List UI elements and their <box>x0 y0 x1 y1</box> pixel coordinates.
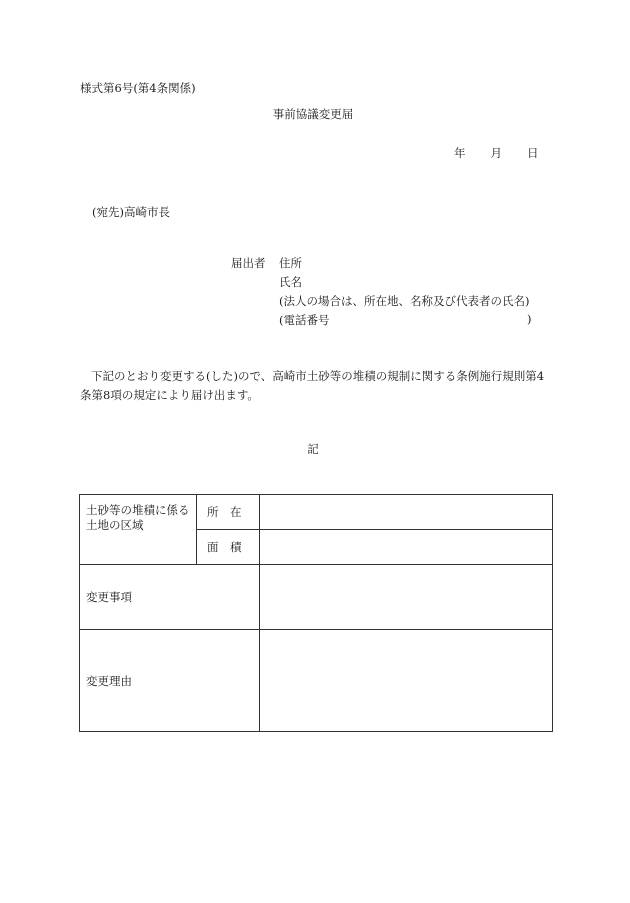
change-reason-label: 変更理由 <box>80 630 260 732</box>
form-number: 様式第6号(第4条関係) <box>80 81 196 95</box>
ki-heading: 記 <box>307 442 319 456</box>
applicant-label: 届出者 <box>231 256 266 270</box>
applicant-name-label: 氏名 <box>279 275 302 289</box>
date-month: 月 <box>490 146 502 160</box>
body-text: 下記のとおり変更する(した)ので、高崎市土砂等の堆積の規制に関する条例施行規則第4条第8項の規定により届け出ます。 <box>80 369 545 402</box>
date-year: 年 <box>454 146 466 160</box>
area-label: 面 積 <box>197 530 260 565</box>
applicant-phone-label: (電話番号 <box>279 313 330 327</box>
area-field[interactable] <box>260 530 553 565</box>
applicant-phone-close: ) <box>527 312 532 326</box>
date-day: 日 <box>527 146 539 160</box>
land-area-label: 土砂等の堆積に係る土地の区域 <box>80 495 197 565</box>
applicant-corporate-note: (法人の場合は、所在地、名称及び代表者の氏名) <box>279 294 530 308</box>
change-reason-field[interactable] <box>260 630 553 732</box>
location-label: 所 在 <box>197 495 260 530</box>
date-row <box>454 145 539 161</box>
location-field[interactable] <box>260 495 553 530</box>
change-items-label: 変更事項 <box>80 565 260 630</box>
applicant-address-label: 住所 <box>279 256 302 270</box>
form-title: 事前協議変更届 <box>272 107 354 121</box>
addressee: (宛先)高崎市長 <box>92 205 170 219</box>
record-table <box>79 494 553 732</box>
change-items-field[interactable] <box>260 565 553 630</box>
